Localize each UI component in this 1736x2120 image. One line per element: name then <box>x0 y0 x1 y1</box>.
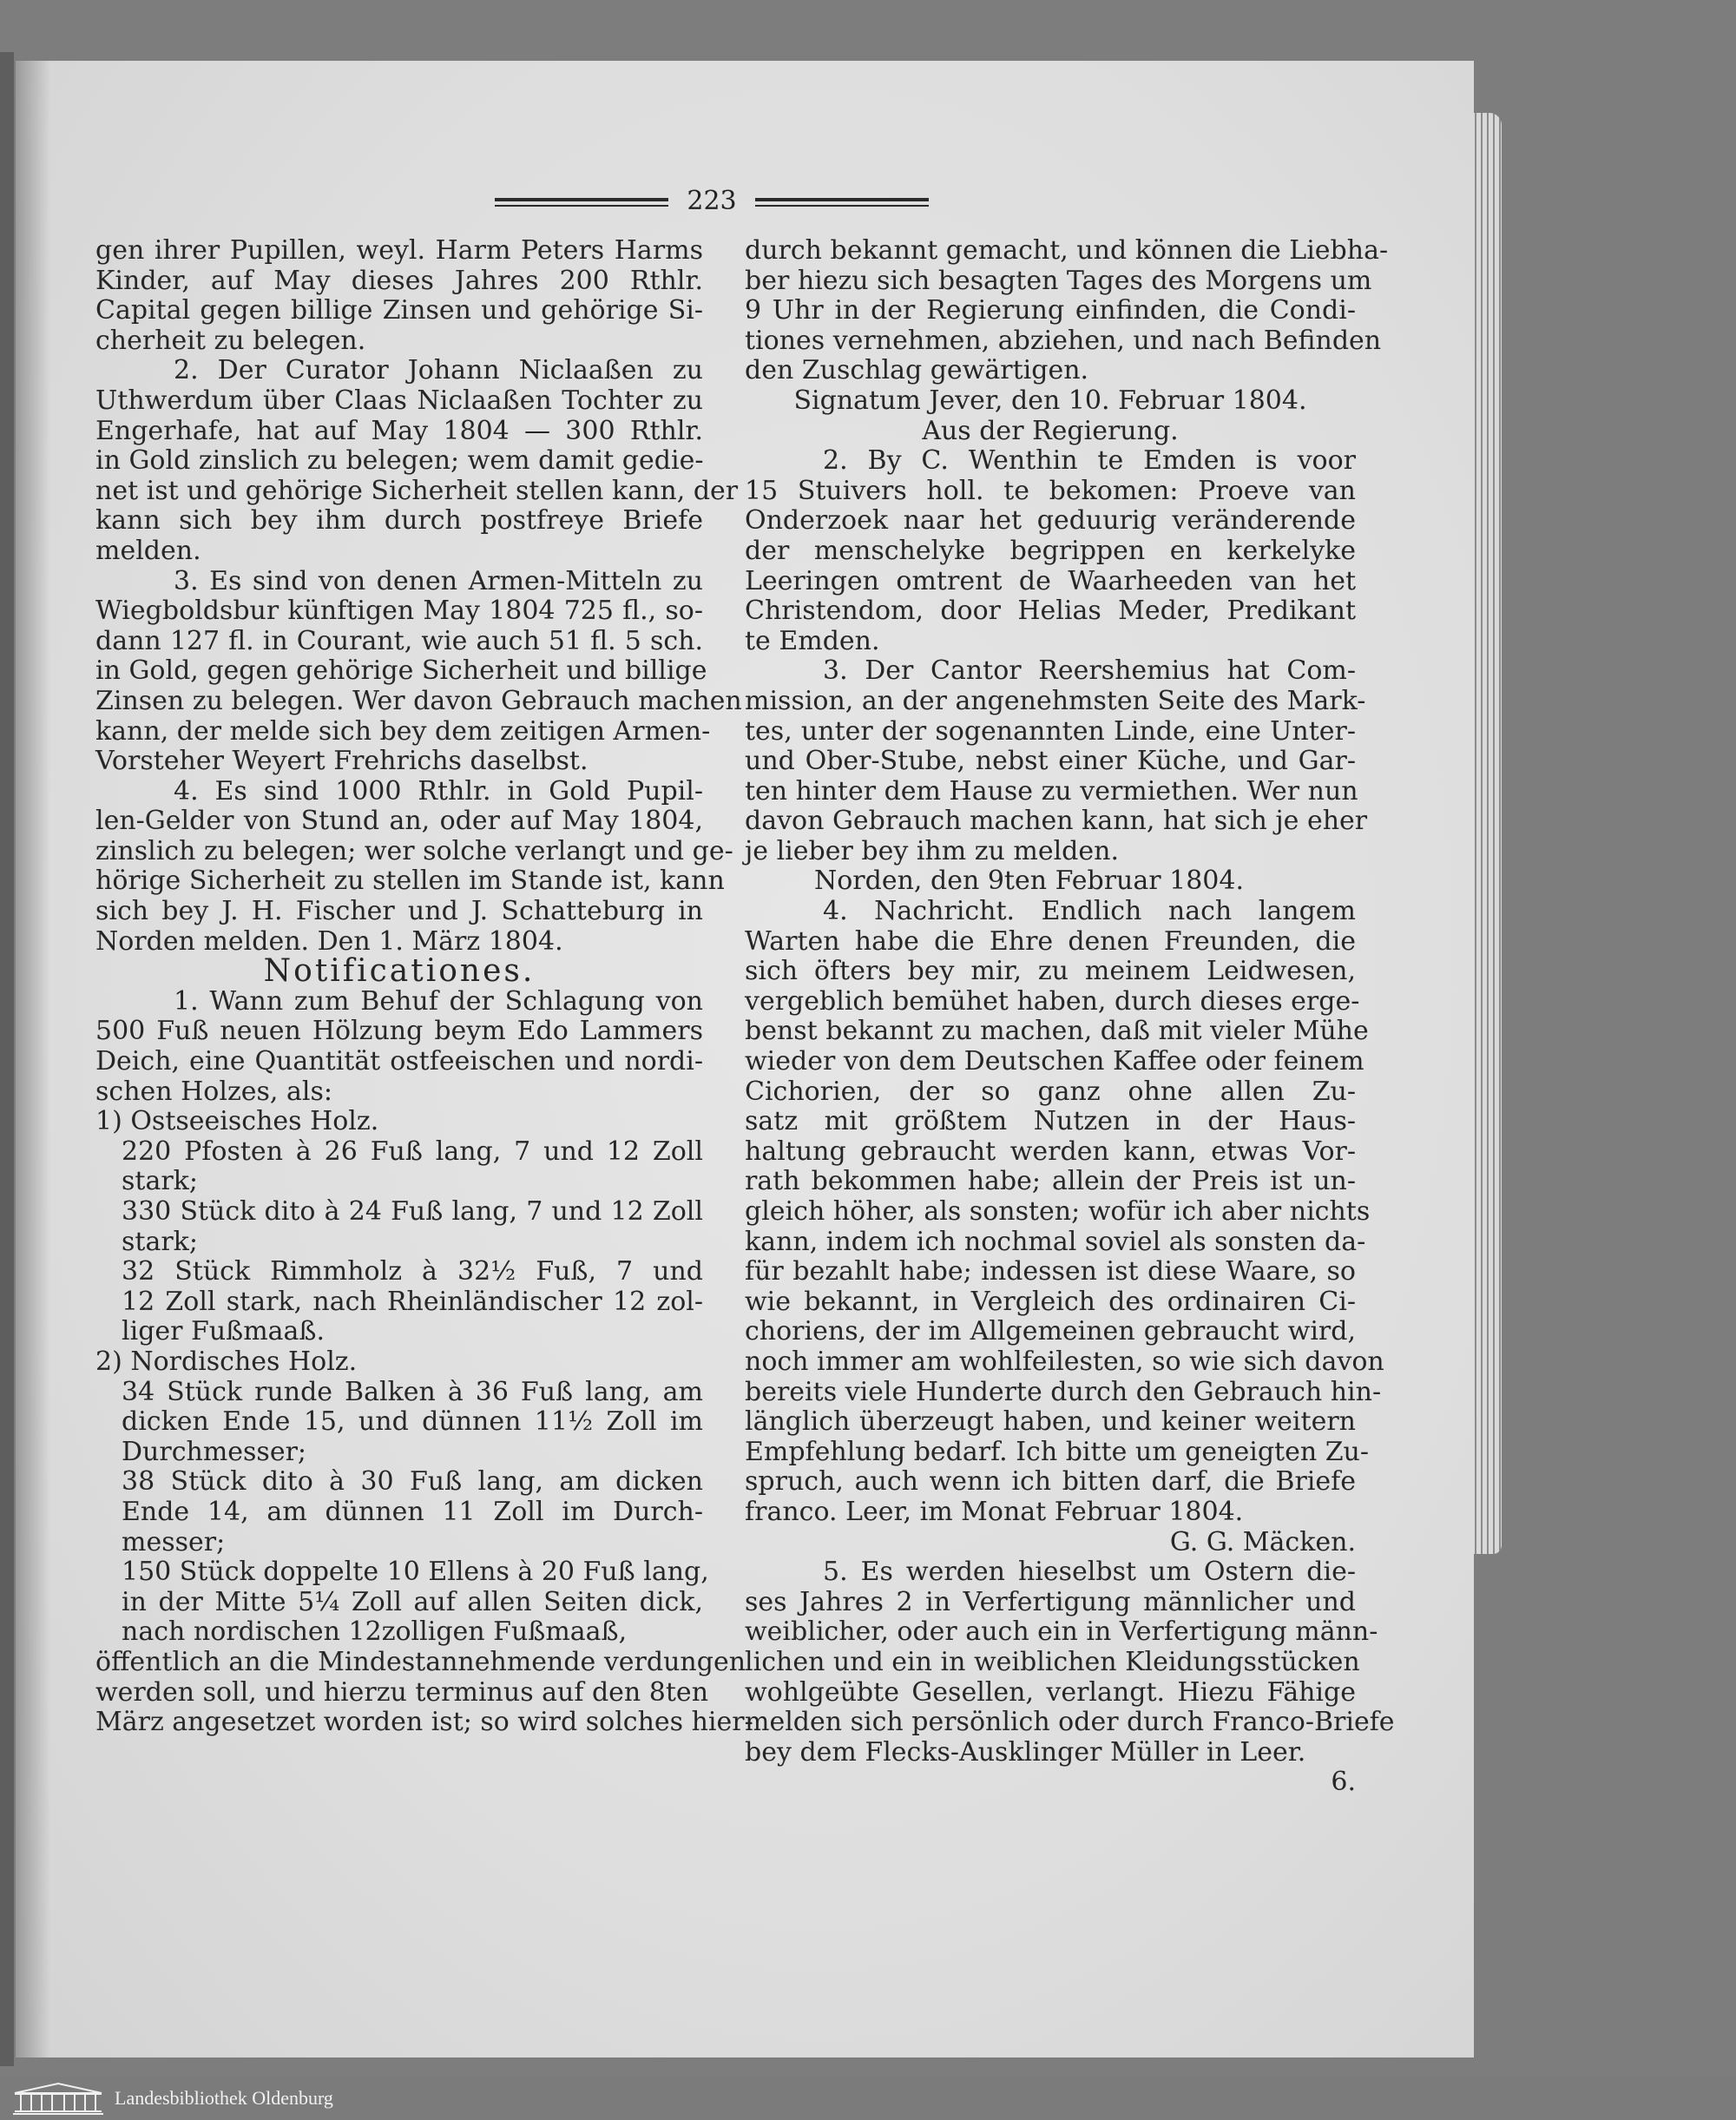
left-column-line: Uthwerdum über Claas Niclaaßen Tochter zu <box>95 385 703 416</box>
left-column-line: 220 Pfosten à 26 Fuß lang, 7 und 12 Zoll <box>122 1136 703 1167</box>
right-column-line: 6. <box>1331 1767 1356 1798</box>
right-column-line: der menschelyke begrippen en kerkelyke <box>745 535 1356 566</box>
right-column-line: G. G. Mäcken. <box>1169 1526 1356 1557</box>
right-column-line: Cichorien, der so ganz ohne allen Zu- <box>745 1076 1356 1107</box>
page-header <box>495 186 929 221</box>
left-column-line: cherheit zu belegen. <box>95 325 366 356</box>
right-column-line: 2. By C. Wenthin te Emden is voor <box>823 445 1356 477</box>
right-column-line: tes, unter der sogenannten Linde, eine Unter- <box>745 715 1356 747</box>
right-column-line: je lieber bey ihm zu melden. <box>745 835 1119 866</box>
left-column-line: nach nordischen 12zolligen Fußmaaß, <box>122 1616 628 1648</box>
book-spine-edge <box>0 52 14 2066</box>
left-column-line: Notificationes. <box>263 953 536 990</box>
left-column-line: 3. Es sind von denen Armen-Mitteln zu <box>174 565 703 596</box>
left-column-line: Capital gegen billige Zinsen und gehörige Si- <box>95 295 703 326</box>
right-column-line: satz mit größtem Nutzen in der Haus- <box>745 1106 1356 1137</box>
left-column-line: in der Mitte 5¼ Zoll auf allen Seiten dick, <box>122 1586 703 1617</box>
right-column-line: Signatum Jever, den 10. Februar 1804. <box>793 385 1307 416</box>
right-column-line: haltung gebraucht werden kann, etwas Vor- <box>745 1136 1356 1167</box>
right-column-line: 15 Stuivers holl. te bekomen: Proeve van <box>745 475 1356 506</box>
left-column-line: melden. <box>95 535 201 566</box>
left-column-line: Kinder, auf May dieses Jahres 200 Rthlr. <box>95 265 703 296</box>
right-column-line: franco. Leer, im Monat Februar 1804. <box>745 1496 1244 1527</box>
right-column-line: Norden, den 9ten Februar 1804. <box>814 866 1245 897</box>
right-column-line: davon Gebrauch machen kann, hat sich je eher <box>745 806 1368 837</box>
left-column-line: zinslich zu belegen; wer solche verlangt und ge- <box>95 835 733 866</box>
left-column-line: Wiegboldsbur künftigen May 1804 725 fl., so- <box>95 596 703 627</box>
left-column-line: März angesetzet worden ist; so wird solches hier- <box>95 1707 753 1738</box>
right-column-line: noch immer am wohlfeilesten, so wie sich davon <box>745 1346 1384 1377</box>
left-column-line: Deich, eine Quantität ostfeeischen und nordi- <box>95 1046 703 1077</box>
right-column-line: Christendom, door Helias Meder, Predikant <box>745 596 1356 627</box>
left-column-line: 34 Stück runde Balken à 36 Fuß lang, am <box>122 1376 703 1407</box>
right-column-line: benst bekannt zu machen, daß mit vieler Mühe <box>745 1016 1369 1047</box>
right-column-line: gleich höher, als sonsten; wofür ich aber nichts <box>745 1196 1371 1227</box>
page-number: 223 <box>687 186 737 216</box>
left-column-line: len-Gelder von Stund an, oder auf May 1804, <box>95 806 703 837</box>
left-column-line: hörige Sicherheit zu stellen im Stande ist, kann <box>95 866 725 897</box>
left-column-line: Engerhafe, hat auf May 1804 — 300 Rthlr. <box>95 415 703 446</box>
left-column-line: 150 Stück doppelte 10 Ellens à 20 Fuß lang, <box>122 1557 709 1588</box>
right-column-line: für bezahlt habe; indessen ist diese Waare, so <box>745 1256 1356 1287</box>
left-column-line: in Gold zinslich zu belegen; wem damit gedie- <box>95 445 704 477</box>
right-column-line: bey dem Flecks-Ausklinger Müller in Leer. <box>745 1736 1306 1768</box>
right-column-line: ber hiezu sich besagten Tages des Morgens um <box>745 265 1372 296</box>
left-column-line: Zinsen zu belegen. Wer davon Gebrauch machen <box>95 685 742 716</box>
library-building-icon <box>10 2081 106 2116</box>
left-column-line: 2) Nordisches Holz. <box>95 1346 358 1377</box>
left-column-line: Ende 14, am dünnen 11 Zoll im Durch- <box>122 1496 703 1527</box>
right-column-line: weiblicher, oder auch ein in Verfertigung männ- <box>745 1616 1378 1648</box>
left-column-line: liger Fußmaaß. <box>122 1316 325 1347</box>
right-column-line: wohlgeübte Gesellen, verlangt. Hiezu Fähige <box>745 1676 1356 1708</box>
right-column-line: ten hinter dem Hause zu vermiethen. Wer nun <box>745 775 1358 807</box>
left-column-line: 12 Zoll stark, nach Rheinländischer 12 zol- <box>122 1286 703 1317</box>
right-column-line: durch bekannt gemacht, und können die Liebha- <box>745 235 1389 266</box>
left-column-line: sich bey J. H. Fischer und J. Schatteburg in <box>95 896 703 927</box>
left-column-line: net ist und gehörige Sicherheit stellen kann, der <box>95 475 739 506</box>
library-name: Landesbibliothek Oldenburg <box>115 2087 333 2109</box>
right-column-line: wie bekannt, in Vergleich des ordinairen Ci- <box>745 1286 1356 1317</box>
right-column-line: Onderzoek naar het geduurig veränderende <box>745 505 1356 537</box>
right-column-line: Empfehlung bedarf. Ich bitte um geneigten Zu- <box>745 1436 1370 1467</box>
right-column-line: spruch, auch wenn ich bitten darf, die Briefe <box>745 1466 1356 1498</box>
left-column-line: stark; <box>122 1226 198 1257</box>
right-column-line: länglich überzeugt haben, und keiner weitern <box>745 1406 1356 1438</box>
left-column-line: 1. Wann zum Behuf der Schlagung von <box>174 985 703 1017</box>
left-column-line: stark; <box>122 1166 198 1197</box>
right-column-line: rath bekommen habe; allein der Preis ist un- <box>745 1166 1356 1197</box>
right-column-line: 3. Der Cantor Reershemius hat Com- <box>823 655 1356 687</box>
right-column-line: choriens, der im Allgemeinen gebraucht wird, <box>745 1316 1356 1347</box>
right-column-line: den Zuschlag gewärtigen. <box>745 355 1089 386</box>
right-column-line: te Emden. <box>745 625 880 656</box>
right-column-line: 9 Uhr in der Regierung einfinden, die Condi- <box>745 295 1356 326</box>
left-column-line: werden soll, und hierzu terminus auf den 8ten <box>95 1676 709 1708</box>
right-column-line: und Ober-Stube, nebst einer Küche, und Gar- <box>745 746 1356 777</box>
left-column-line: 32 Stück Rimmholz à 32½ Fuß, 7 und <box>122 1256 703 1287</box>
left-column-line: öffentlich an die Mindestannehmende verdungen <box>95 1646 746 1677</box>
right-column-line: lichen und ein in weiblichen Kleidungsstücken <box>745 1646 1360 1677</box>
right-column-line: Leeringen omtrent de Waarheeden van het <box>745 565 1356 596</box>
right-text-column <box>745 235 1395 1798</box>
right-column-line: vergeblich bemühet haben, durch dieses erge- <box>745 985 1360 1017</box>
left-column-line: kann, der melde sich bey dem zeitigen Armen- <box>95 715 711 747</box>
right-column-line: melden sich persönlich oder durch Franco-Briefe <box>745 1707 1395 1738</box>
right-column-line: 5. Es werden hieselbst um Ostern die- <box>823 1557 1356 1588</box>
left-column-line: Vorsteher Weyert Frehrichs daselbst. <box>95 746 589 777</box>
left-column-line: in Gold, gegen gehörige Sicherheit und billige <box>95 655 707 687</box>
right-column-line: Aus der Regierung. <box>922 415 1179 446</box>
left-column-line: Norden melden. Den 1. März 1804. <box>95 925 563 957</box>
right-column-line: tiones vernehmen, abziehen, und nach Befinden <box>745 325 1382 356</box>
right-column-line: bereits viele Hunderte durch den Gebrauch hin- <box>745 1376 1382 1407</box>
page-gutter-shadow <box>16 61 50 2057</box>
left-column-line: 330 Stück dito à 24 Fuß lang, 7 und 12 Zoll <box>122 1196 703 1227</box>
left-column-line: schen Holzes, als: <box>95 1076 332 1107</box>
right-column-line: kann, indem ich nochmal soviel als sonsten da- <box>745 1226 1366 1257</box>
right-column-line: 4. Nachricht. Endlich nach langem <box>823 896 1356 927</box>
left-column-line: messer; <box>122 1526 226 1557</box>
left-column-line: 38 Stück dito à 30 Fuß lang, am dicken <box>122 1466 703 1498</box>
left-column-line: gen ihrer Pupillen, weyl. Harm Peters Harms <box>95 235 703 266</box>
header-rule-right <box>755 198 929 207</box>
left-column-line: dicken Ende 15, und dünnen 11½ Zoll im <box>122 1406 703 1438</box>
left-column-line: 1) Ostseeisches Holz. <box>95 1106 379 1137</box>
left-column-line: 4. Es sind 1000 Rthlr. in Gold Pupil- <box>174 775 703 807</box>
left-column-line: dann 127 fl. in Courant, wie auch 51 fl. 5 sch. <box>95 625 703 656</box>
left-text-column <box>95 235 753 1738</box>
left-column-line: kann sich bey ihm durch postfreye Briefe <box>95 505 703 537</box>
left-column-line: Durchmesser; <box>122 1436 307 1467</box>
right-column-line: sich öfters bey mir, zu meinem Leidwesen, <box>745 956 1356 987</box>
right-column-line: ses Jahres 2 in Verfertigung männlicher und <box>745 1586 1356 1617</box>
right-column-line: Warten habe die Ehre denen Freunden, die <box>745 925 1356 957</box>
right-column-line: mission, an der angenehmsten Seite des Mark- <box>745 685 1366 716</box>
right-column-line: wieder von dem Deutschen Kaffee oder feinem <box>745 1046 1364 1077</box>
left-column-line: 2. Der Curator Johann Niclaaßen zu <box>174 355 703 386</box>
left-column-line: 500 Fuß neuen Hölzung beym Edo Lammers <box>95 1016 703 1047</box>
